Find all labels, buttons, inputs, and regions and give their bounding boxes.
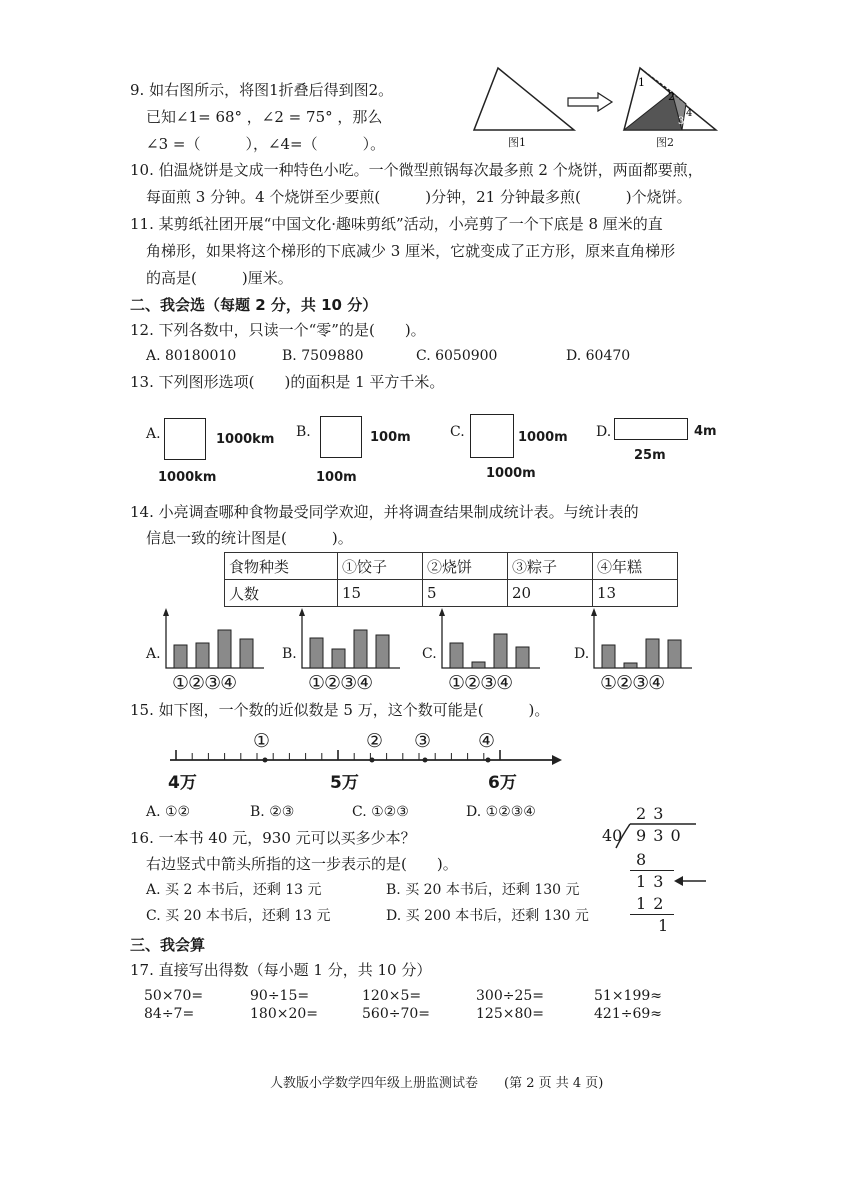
- chart-bar: [602, 645, 615, 668]
- q13-square-b: [320, 416, 362, 458]
- q13-side-label: 1000m: [518, 430, 568, 445]
- division-rule: [630, 870, 674, 871]
- chart-bar: [624, 663, 637, 668]
- table-cell: ④年糕: [593, 553, 678, 580]
- q15-axis-label: 6万: [488, 773, 517, 793]
- q11-line1: 11. 某剪纸社团开展“中国文化·趣味剪纸”活动，小亮剪了一个下底是 8 厘米的直: [130, 215, 663, 233]
- q15-marker: ④: [478, 730, 495, 752]
- q16-line1: 16. 一本书 40 元，930 元可以买多少本？: [130, 829, 416, 847]
- q17-item: 300÷25=: [476, 988, 544, 1004]
- table-cell: 人数: [225, 580, 338, 607]
- q14-line2: 信息一致的统计图是( )。: [146, 529, 353, 547]
- chart-bar: [472, 662, 485, 668]
- q11-line3: 的高是( )厘米。: [146, 269, 293, 287]
- q14-stat-table: [224, 552, 678, 607]
- chart-bar: [494, 634, 507, 668]
- q17-item: 90÷15=: [250, 988, 310, 1004]
- q13-rectangle-d: [614, 418, 688, 440]
- division-remainder: 1: [658, 916, 669, 935]
- division-divisor: 40: [602, 826, 623, 845]
- q13-bottom-label: 1000m: [486, 466, 536, 481]
- q9-fig2-caption: 图2: [656, 136, 674, 149]
- chart-bar: [668, 640, 681, 668]
- q14-chart-letter: A.: [146, 646, 161, 662]
- q15-marker: ①: [253, 730, 270, 752]
- q14-chart-axis-labels: ①②③④: [308, 672, 373, 694]
- q15-axis-label: 5万: [330, 773, 359, 793]
- q14-mini-bar-chart: [436, 608, 546, 672]
- table-cell: ①饺子: [338, 553, 423, 580]
- q13-bottom-label: 25m: [634, 448, 666, 463]
- q13-bottom-label: 100m: [316, 470, 357, 485]
- arrow-right-icon: [566, 92, 616, 112]
- q9-fig1-caption: 图1: [508, 136, 526, 149]
- q15-marker: ②: [366, 730, 383, 752]
- q9-angle-label: 4: [686, 108, 693, 119]
- q15-axis-label: 4万: [168, 773, 197, 793]
- q10-line2: 每面煎 3 分钟。4 个烧饼至少要煎( )分钟，21 分钟最多煎( )个烧饼。: [146, 188, 692, 206]
- division-step: 1 2: [636, 894, 665, 913]
- q17-item: 50×70=: [144, 988, 204, 1004]
- q13-square-c: [470, 414, 514, 458]
- table-cell: ②烧饼: [423, 553, 508, 580]
- q16-option: D. 买 200 本书后，还剩 130 元: [386, 908, 589, 924]
- chart-bar: [218, 630, 231, 668]
- q12-option: A. 80180010: [146, 348, 237, 364]
- division-dividend: 9 3 0: [636, 826, 682, 845]
- table-cell: 15: [338, 580, 423, 607]
- q14-mini-bar-chart: [588, 608, 698, 672]
- q17-item: 51×199≈: [594, 988, 662, 1004]
- q12-option: D. 60470: [566, 348, 631, 364]
- division-quotient: 2 3: [636, 804, 665, 823]
- q15-option: B. ②③: [250, 804, 295, 820]
- chart-bar: [450, 643, 463, 668]
- q13-side-label: 1000km: [216, 432, 275, 447]
- chart-bar: [516, 647, 529, 668]
- q13-bottom-label: 1000km: [158, 470, 217, 485]
- q16-option: B. 买 20 本书后，还剩 130 元: [386, 882, 580, 898]
- q14-chart-letter: D.: [574, 646, 590, 662]
- table-row: [225, 580, 678, 607]
- q9-angle-label: 3: [678, 116, 685, 127]
- q15-option: A. ①②: [146, 804, 191, 820]
- q13-option-letter: D.: [596, 424, 612, 440]
- q11-line2: 角梯形，如果将这个梯形的下底减少 3 厘米，它就变成了正方形，原来直角梯形: [146, 242, 676, 260]
- q15-option: D. ①②③④: [466, 804, 536, 820]
- chart-bar: [174, 645, 187, 668]
- page-footer: 人教版小学数学四年级上册监测试卷 (第 2 页 共 4 页): [270, 1076, 604, 1091]
- q14-chart-axis-labels: ①②③④: [172, 672, 237, 694]
- q14-chart-letter: B.: [282, 646, 297, 662]
- chart-bar: [354, 630, 367, 668]
- q12-option: B. 7509880: [282, 348, 364, 364]
- table-cell: 5: [423, 580, 508, 607]
- table-row: [225, 553, 678, 580]
- q14-mini-bar-chart: [296, 608, 406, 672]
- arrow-left-icon: [674, 874, 708, 888]
- q14-line1: 14. 小亮调查哪种食物最受同学欢迎，并将调查结果制成统计表。与统计表的: [130, 503, 639, 521]
- chart-bar: [646, 639, 659, 668]
- q15-option: C. ①②③: [352, 804, 409, 820]
- q17-item: 180×20=: [250, 1006, 318, 1022]
- chart-bar: [310, 638, 323, 668]
- q16-line2: 右边竖式中箭头所指的这一步表示的是( )。: [146, 855, 458, 873]
- chart-bar: [332, 649, 345, 668]
- division-step: 8: [636, 850, 647, 869]
- section-heading: 三、我会算: [130, 936, 206, 954]
- q9-angle-label: 1: [638, 76, 645, 89]
- table-cell: 20: [508, 580, 593, 607]
- chart-bar: [196, 643, 209, 668]
- q9-line1: 9. 如右图所示，将图1折叠后得到图2。: [130, 81, 394, 99]
- q17-item: 84÷7=: [144, 1006, 195, 1022]
- q14-chart-letter: C.: [422, 646, 437, 662]
- chart-bar: [376, 635, 389, 668]
- q13-option-letter: B.: [296, 424, 311, 440]
- q16-option: C. 买 20 本书后，还剩 13 元: [146, 908, 331, 924]
- q9-angle-label: 2: [668, 90, 675, 103]
- q17-item: 421÷69≈: [594, 1006, 662, 1022]
- chart-bar: [240, 639, 253, 668]
- q9-line2: 已知∠1= 68° ，∠2 = 75° ，那么: [146, 108, 383, 126]
- q16-option: A. 买 2 本书后，还剩 13 元: [146, 882, 322, 898]
- q15-marker: ③: [414, 730, 431, 752]
- q13-side-label: 100m: [370, 430, 411, 445]
- q17-item: 560÷70=: [362, 1006, 430, 1022]
- table-cell: 13: [593, 580, 678, 607]
- q9-line3: ∠3 =（ ），∠4=（ ）。: [146, 135, 386, 153]
- table-cell: 食物种类: [225, 553, 338, 580]
- q15-stem: 15. 如下图，一个数的近似数是 5 万，这个数可能是( )。: [130, 701, 550, 719]
- table-cell: ③粽子: [508, 553, 593, 580]
- division-step: 1 3: [636, 872, 665, 891]
- q17-stem: 17. 直接写出得数（每小题 1 分，共 10 分）: [130, 961, 432, 979]
- q10-line1: 10. 伯温烧饼是文成一种特色小吃。一个微型煎锅每次最多煎 2 个烧饼，两面都要煎，: [130, 161, 703, 179]
- q13-option-letter: A.: [146, 426, 161, 442]
- q14-chart-axis-labels: ①②③④: [448, 672, 513, 694]
- section-heading: 二、我会选（每题 2 分，共 10 分）: [130, 296, 378, 314]
- q12-stem: 12. 下列各数中，只读一个“零”的是( )。: [130, 321, 426, 339]
- q14-mini-bar-chart: [160, 608, 270, 672]
- q12-option: C. 6050900: [416, 348, 498, 364]
- q17-item: 125×80=: [476, 1006, 544, 1022]
- division-rule: [630, 914, 674, 915]
- q14-chart-axis-labels: ①②③④: [600, 672, 665, 694]
- q13-square-a: [164, 418, 206, 460]
- q13-side-label: 4m: [694, 424, 717, 439]
- q17-item: 120×5=: [362, 988, 422, 1004]
- q13-stem: 13. 下列图形选项( )的面积是 1 平方千米。: [130, 373, 445, 391]
- q13-option-letter: C.: [450, 424, 465, 440]
